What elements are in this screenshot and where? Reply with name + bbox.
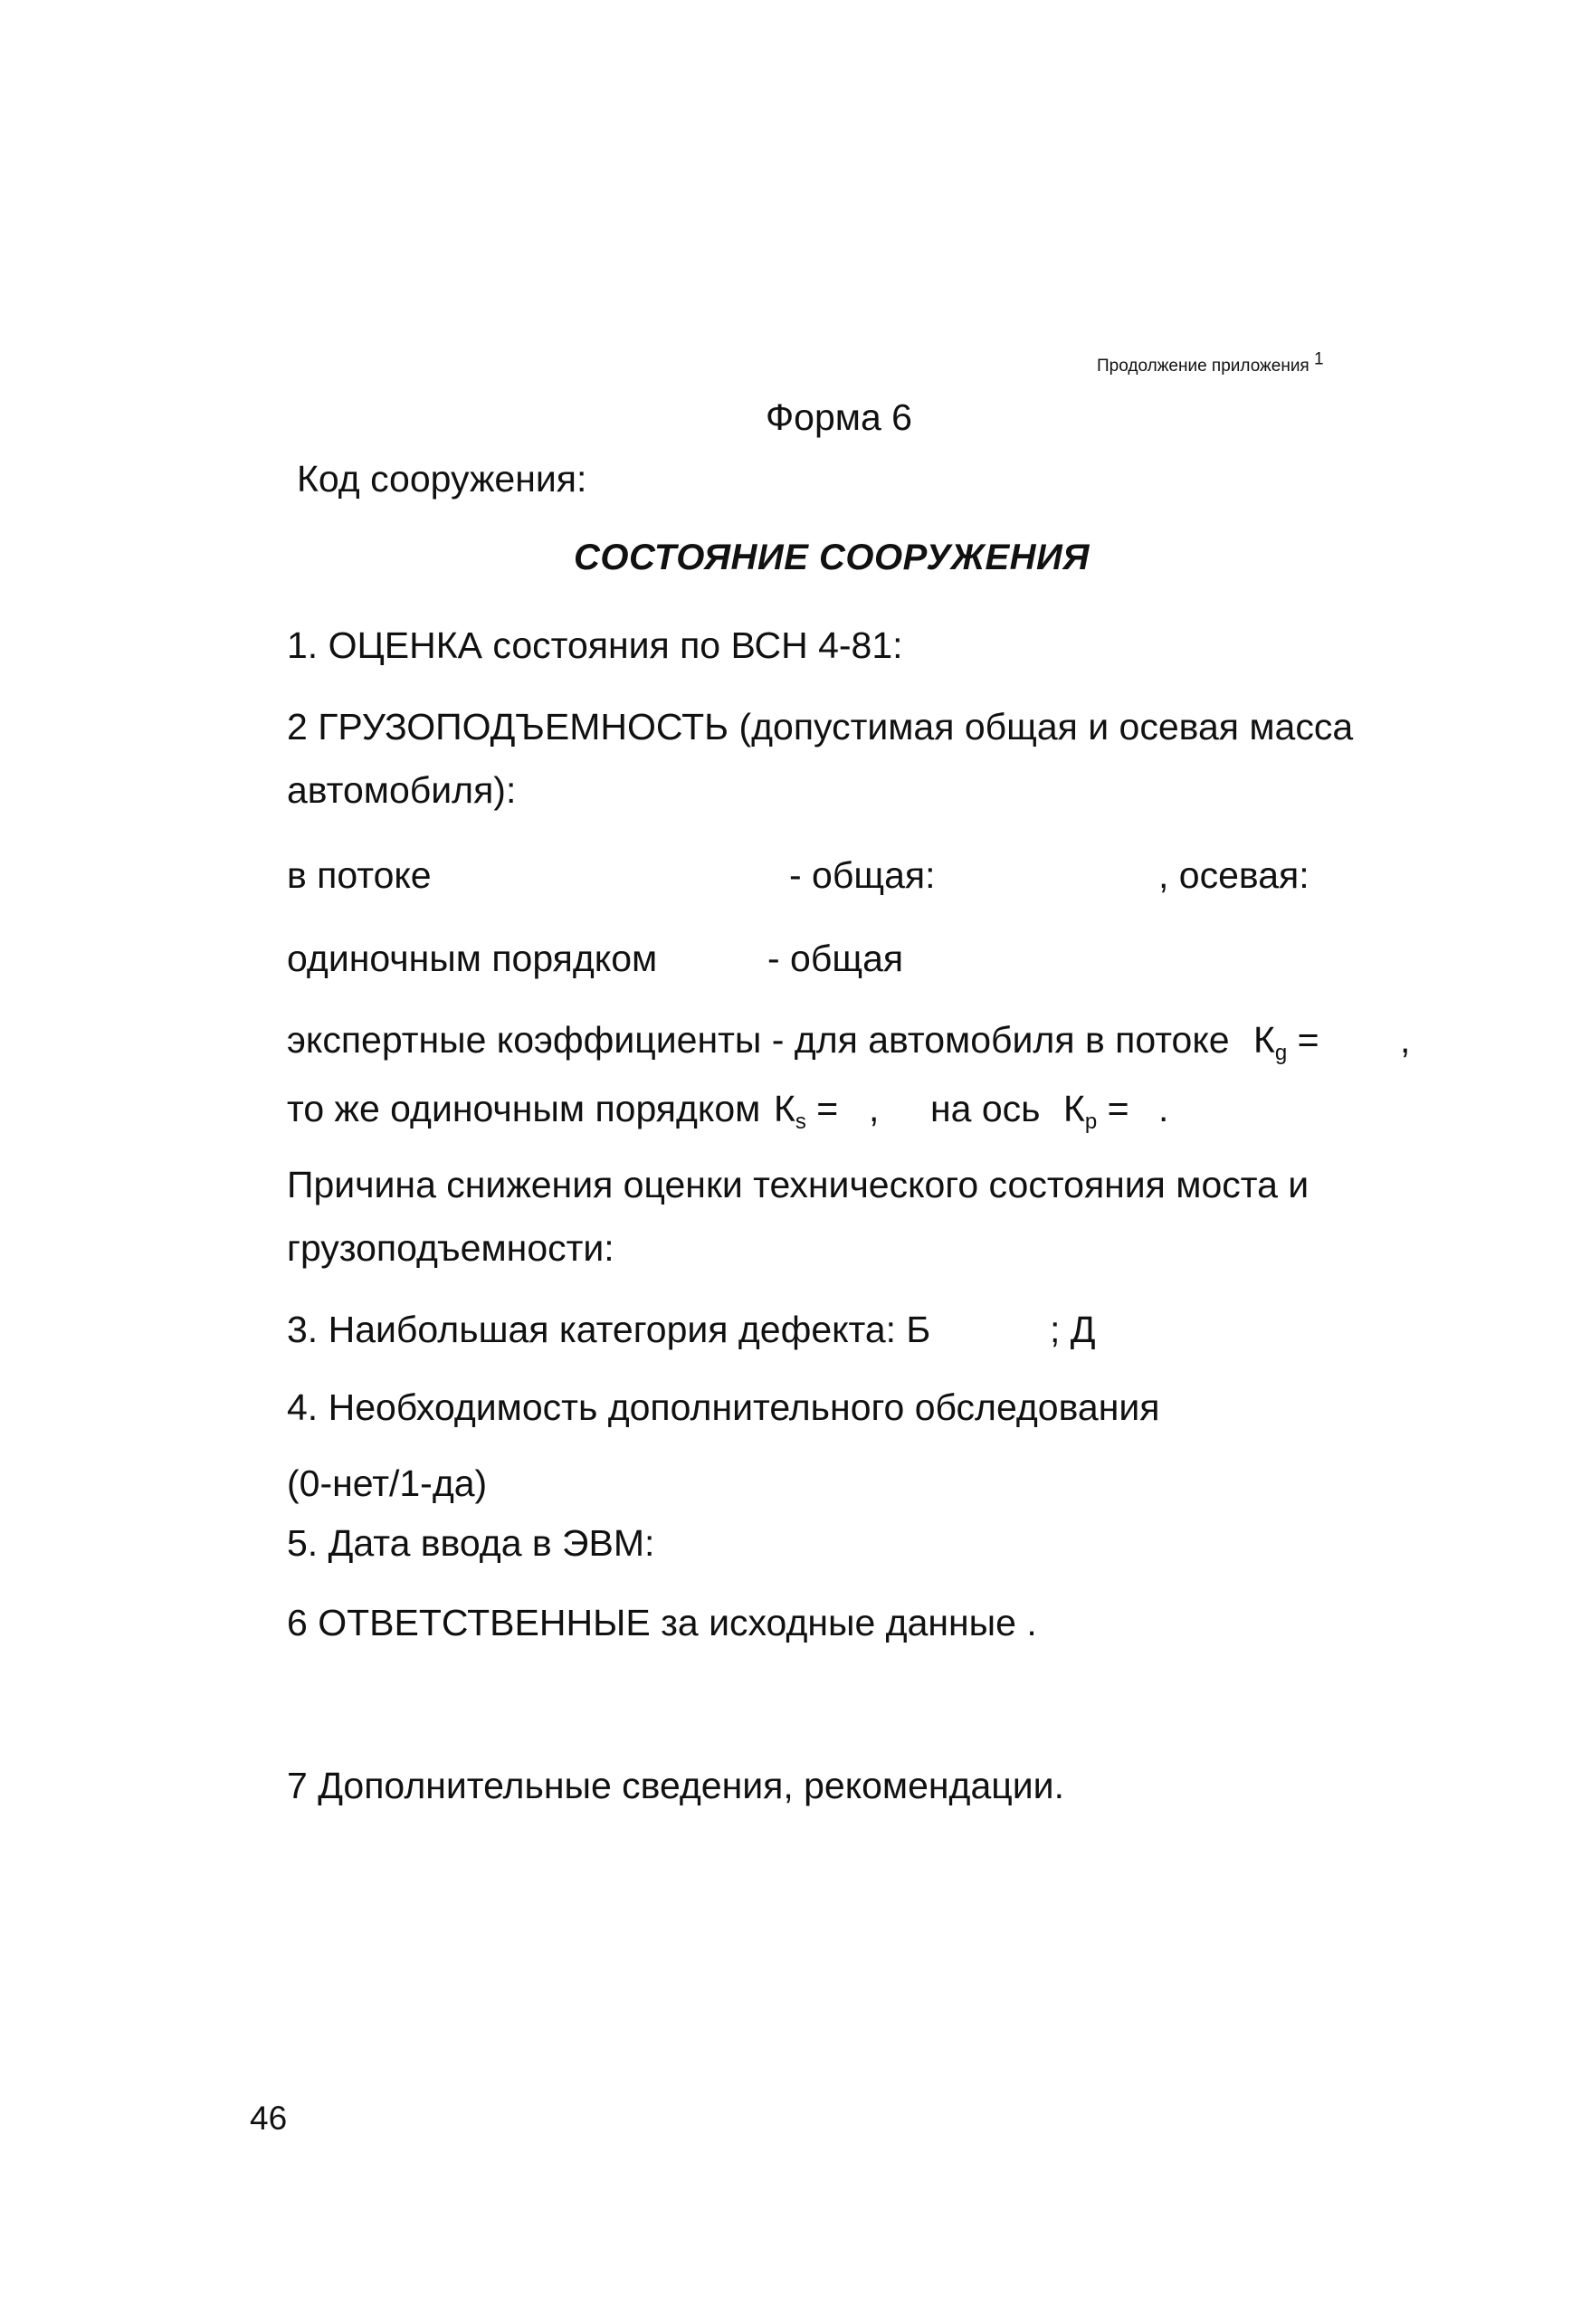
page-number: 46 [250,2100,288,2137]
appendix-number: 1 [1314,349,1324,369]
reason-line1: Причина снижения оценки технического состояния моста и [287,1164,1310,1205]
coefficient-kp [1063,1086,1129,1134]
capacity-item-line1: 2 ГРУЗОПОДЪЕМНОСТЬ (допустимая общая и осевая масса [287,706,1354,748]
kp-subscript: p [1084,1110,1098,1134]
k-letter: К [1063,1088,1085,1129]
input-date: 5. Дата ввода в ЭВМ: [287,1522,655,1564]
responsible-item: 6 ОТВЕТСТВЕННЫЕ за исходные данные . [287,1602,1037,1643]
k-letter: К [1253,1019,1275,1061]
additional-info-item: 7 Дополнительные сведения, рекомендации. [287,1765,1064,1806]
form-label: Форма 6 [766,396,912,438]
need-survey-line1: 4. Необходимость дополнительного обследования [287,1386,1160,1428]
coefficient-ks [774,1086,839,1134]
structure-code-label: Код сооружения: [297,458,587,500]
period: . [1158,1088,1169,1129]
total-mass-label-single: - общая [767,938,904,979]
axle-mass-label: , осевая: [1158,854,1310,896]
in-flow-label: в потоке [287,854,432,896]
expert-coefficients-text: экспертные коэффициенты - для автомобиля в потоке [287,1019,1230,1061]
single-order-coefficient-text: то же одиночным порядком [287,1088,761,1129]
capacity-item-line2: автомобиля): [287,769,517,811]
equals-sign: = [816,1088,839,1129]
assessment-item: 1. ОЦЕНКА состояния по ВСН 4-81: [287,624,903,666]
defect-category-d: ; Д [1050,1309,1096,1350]
kg-subscript: g [1274,1041,1288,1065]
continuation-note [1097,349,1324,376]
defect-category: 3. Наибольшая категория дефекта: Б [287,1309,931,1350]
document-title: СОСТОЯНИЕ СООРУЖЕНИЯ [574,538,1090,577]
continuation-text: Продолжение приложения [1097,357,1310,376]
axle-coefficient-label: на ось [930,1088,1041,1129]
k-letter: К [774,1088,795,1129]
coefficient-kg [1253,1017,1319,1065]
total-mass-label-flow: - общая: [789,854,936,896]
comma: , [869,1088,880,1129]
comma: , [1400,1019,1411,1061]
single-order-label: одиночным порядком [287,938,658,979]
equals-sign: = [1297,1019,1319,1061]
need-survey-line2: (0-нет/1-да) [287,1462,488,1504]
ks-subscript: s [795,1110,806,1134]
reason-line2: грузоподъемности: [287,1227,614,1269]
equals-sign: = [1107,1088,1129,1129]
